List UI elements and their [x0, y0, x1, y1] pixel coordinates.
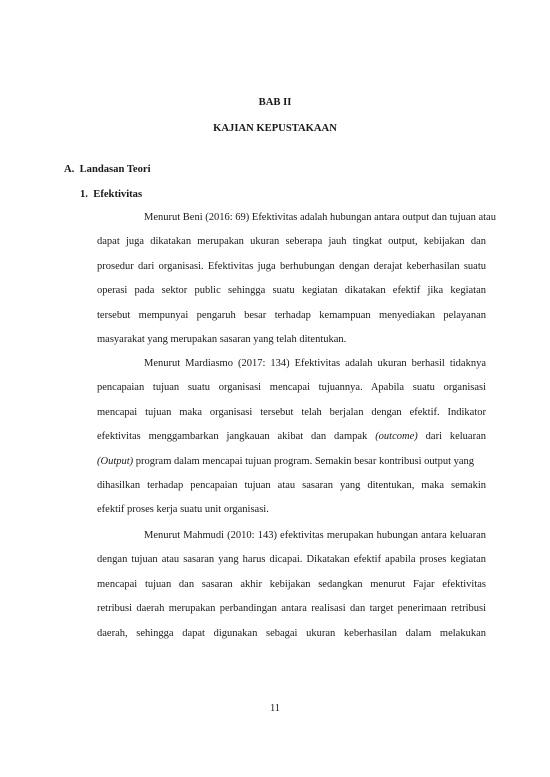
subsection-title: Efektivitas	[93, 189, 143, 200]
italic-term: (outcome)	[375, 431, 418, 443]
page-number: 11	[269, 703, 281, 714]
paragraph-line: tersebut mempunyai pengaruh besar terhadap kemampuan menyediakan pelayanan	[97, 309, 486, 321]
paragraph-2	[97, 357, 486, 528]
paragraph-line: mencapai tujuan maka organisasi tersebut telah berjalan dengan efektif. Indikator	[97, 406, 486, 418]
paragraph-line: Menurut Beni (2016: 69) Efektivitas adalah hubungan antara output dan tujuan atau	[144, 212, 496, 223]
subsection-label: 1.	[80, 189, 88, 200]
chapter-title: KAJIAN KEPUSTAKAAN	[213, 123, 337, 134]
paragraph-line: mencapai tujuan dan sasaran akhir kebijakan sedangkan menurut Fajar efektivitas	[97, 578, 486, 590]
paragraph-line: Menurut Mardiasmo (2017: 134) Efektivitas adalah ukuran berhasil tidaknya	[144, 358, 486, 369]
section-label: A.	[64, 164, 75, 175]
italic-term: (Output)	[97, 455, 134, 467]
paragraph-3	[97, 529, 486, 651]
paragraph-line: retribusi daerah merupakan perbandingan antara realisasi dan target penerimaan retribusi	[97, 603, 486, 615]
paragraph-1	[97, 211, 496, 357]
paragraph-line: dihasilkan terhadap pencapaian tujuan atau sasaran yang ditentukan, maka semakin	[97, 479, 486, 491]
paragraph-line-mixed: (Output) program dalam mencapai tujuan program. Semakin besar kontribusi output yang	[97, 455, 475, 467]
paragraph-line: efektif proses kerja suatu unit organisasi.	[97, 504, 269, 516]
paragraph-line-mixed: efektivitas menggambarkan jangkauan akibat dan dampak (outcome) dari keluaran	[97, 431, 487, 443]
paragraph-line: operasi pada sektor public sehingga suatu kegiatan dikatakan efektif jika kegiatan	[97, 285, 486, 297]
paragraph-line: dapat juga dikatakan merupakan ukuran seberapa jauh tingkat output, kebijakan dan	[97, 236, 486, 248]
section-heading	[64, 164, 151, 175]
paragraph-line: dengan tujuan atau sasaran yang harus dicapai. Dikatakan efektif apabila proses kegiatan	[97, 554, 486, 566]
paragraph-line: Menurut Mahmudi (2010: 143) efektivitas merupakan hubungan antara keluaran	[144, 530, 486, 541]
paragraph-line: daerah, sehingga dapat digunakan sebagai ukuran keberhasilan dalam melakukan	[97, 627, 486, 639]
section-title: Landasan Teori	[79, 164, 151, 175]
subsection-heading	[80, 189, 142, 200]
paragraph-line: prosedur dari organisasi. Efektivitas juga berhubungan dengan derajat keberhasilan suatu	[97, 260, 486, 272]
paragraph-line: pencapaian tujuan suatu organisasi mencapai tujuannya. Apabila suatu organisasi	[97, 382, 486, 394]
chapter-number: BAB II	[258, 97, 292, 108]
paragraph-line: masyarakat yang merupakan sasaran yang telah ditentukan.	[97, 333, 347, 345]
